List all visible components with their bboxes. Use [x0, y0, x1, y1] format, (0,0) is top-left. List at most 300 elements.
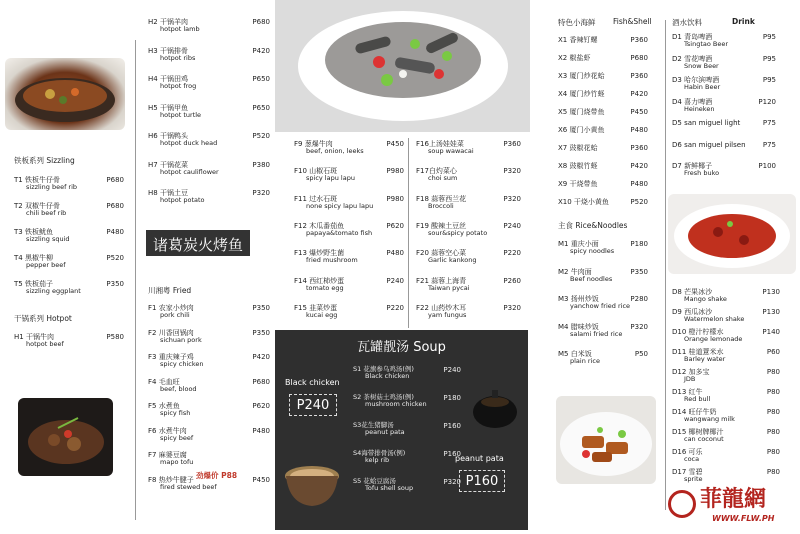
fried-dish-photo — [275, 0, 530, 132]
menu-item-english: hotpot ribs — [160, 53, 196, 62]
menu-item-name: F17白灼菜心 — [416, 167, 457, 176]
menu-item-price: P50 — [634, 350, 648, 358]
menu-item-name: F20 蒜蓉空心菜 — [416, 249, 467, 258]
menu-item-name: H8 干锅土豆 — [148, 189, 188, 197]
menu-item — [416, 140, 474, 156]
menu-item-name: F12 木瓜番茄鱼 — [294, 221, 345, 230]
menu-item-name: F22 山药炒木耳 — [416, 303, 467, 312]
menu-item-english: Broccoli — [428, 201, 454, 210]
watermark-url: WWW.FLW.PH — [712, 514, 775, 523]
menu-item-price: P60 — [766, 348, 780, 356]
menu-item-price: P420 — [252, 46, 270, 55]
soup-item-price: P240 — [443, 366, 461, 374]
menu-item-price: P320 — [630, 322, 648, 331]
menu-item — [294, 249, 358, 265]
menu-item — [558, 108, 604, 116]
menu-item-name: F16上汤娃娃菜 — [416, 140, 464, 148]
menu-item-price: P120 — [758, 97, 776, 106]
menu-item-english: soup wawacai — [428, 147, 474, 156]
soup-item-english: peanut pata — [365, 428, 405, 437]
hotpot-header: 干锅系列 Hotpot — [14, 314, 72, 323]
menu-item-price: P80 — [766, 408, 780, 416]
menu-item-name: X6 厦门小黄鱼 — [558, 126, 605, 134]
menu-item-name: F14 西红柿炒蛋 — [294, 276, 345, 285]
menu-item-price: P350 — [630, 267, 648, 276]
menu-item — [14, 202, 66, 218]
menu-item-name: X7 豉椒花蛤 — [558, 144, 598, 152]
soup-item-name: S3花生猪脚汤 — [353, 421, 394, 429]
menu-item-price: P75 — [762, 140, 776, 149]
watermark-logo: 菲龍網 — [700, 486, 767, 512]
hotpot-dish-photo — [18, 398, 113, 476]
menu-item-english: beef, onion, leeks — [306, 147, 364, 156]
menu-item-name: F3 重庆辣子鸡 — [148, 353, 194, 361]
menu-item-english: Mango shake — [684, 295, 727, 304]
menu-item-english: sprite — [684, 475, 703, 484]
column-divider — [135, 40, 136, 520]
menu-item-price: P680 — [106, 176, 124, 184]
menu-item — [416, 195, 466, 211]
menu-item-name: H7 干锅花菜 — [148, 160, 188, 169]
clay-pot-graphic — [281, 454, 343, 512]
menu-item-english: mapo tofu — [160, 458, 194, 467]
menu-item-english: choi sum — [428, 174, 458, 183]
soup-item-english: Tofu shell soup — [365, 484, 414, 493]
soup-item — [353, 394, 427, 409]
menu-item-name: X3 厦门炒花蛤 — [558, 72, 605, 80]
menu-item — [558, 268, 612, 284]
menu-item-name: T4 黑椒牛柳 — [14, 254, 53, 262]
menu-item — [672, 98, 714, 114]
menu-item-name: D6 san miguel pilsen — [672, 140, 746, 149]
menu-item-price: P620 — [386, 221, 404, 230]
menu-item — [672, 76, 720, 92]
menu-item-name: X4 厦门炒竹蛏 — [558, 90, 605, 98]
menu-item-price: P480 — [106, 228, 124, 236]
menu-item — [672, 141, 746, 149]
menu-item-name: F6 水煮牛肉 — [148, 426, 187, 435]
soup-item-price: P320 — [443, 478, 461, 486]
menu-item-english: hotpot duck head — [160, 139, 218, 148]
menu-item-english: Beef noodles — [570, 274, 613, 283]
menu-item-name: T1 铁板牛仔骨 — [14, 176, 60, 184]
menu-item — [14, 254, 66, 270]
seafood-header-zh: 特色小海鲜 — [558, 18, 596, 27]
menu-item-english: plain rice — [570, 357, 600, 366]
menu-item-english: hotpot lamb — [160, 25, 200, 34]
menu-item-price: P620 — [252, 402, 270, 410]
menu-item-english: spicy beef — [160, 433, 194, 442]
menu-item-name: D13 红牛 — [672, 388, 703, 396]
menu-item-price: P480 — [252, 426, 270, 435]
menu-item-english: none spicy lapu lapu — [306, 201, 374, 210]
menu-item — [558, 350, 600, 366]
menu-item-price: P320 — [503, 167, 521, 176]
menu-item-english: hotpot turtle — [160, 110, 202, 119]
menu-item-price: P140 — [762, 328, 780, 336]
menu-item — [148, 161, 219, 177]
menu-item-english: pepper beef — [26, 261, 66, 270]
menu-item-price: P360 — [630, 36, 648, 44]
menu-item-english: papaya&tomato fish — [306, 228, 373, 237]
menu-item — [558, 54, 590, 62]
menu-item-name: H2 干锅羊肉 — [148, 18, 188, 26]
soup-panel — [275, 330, 528, 530]
menu-item-price: P95 — [762, 33, 776, 41]
menu-item — [672, 33, 728, 49]
noodles-header: 主食 Rice&Noodles — [558, 221, 628, 230]
soup-item-price: P160 — [443, 450, 461, 458]
soup-item — [353, 478, 413, 493]
menu-item-english: pork chili — [160, 311, 190, 320]
menu-item-name: D5 san miguel light — [672, 119, 741, 127]
menu-item — [14, 333, 64, 349]
menu-item-english: spicy chicken — [160, 360, 204, 369]
menu-item — [148, 427, 193, 443]
menu-item-price: P480 — [630, 126, 648, 134]
fried-header: 川湘粤 Fried — [148, 286, 192, 295]
menu-item — [148, 132, 217, 148]
menu-item-price: P220 — [386, 303, 404, 312]
menu-item — [672, 55, 719, 71]
menu-item-price: P450 — [386, 140, 404, 148]
mapo-tofu-promo: 劲爆价 P88 — [196, 471, 238, 480]
menu-item — [294, 222, 372, 238]
menu-item-english: Snow Beer — [684, 61, 719, 70]
menu-item — [416, 249, 476, 265]
menu-item-price: P980 — [386, 194, 404, 203]
menu-item — [672, 328, 742, 344]
soup-item — [353, 422, 405, 437]
menu-item-english: Heineken — [684, 104, 715, 113]
soup-item-name: S1 花旗参乌鸡汤(例) — [353, 365, 414, 373]
menu-item-price: P420 — [630, 162, 648, 170]
menu-item-name: F21 蒜蓉上海青 — [416, 276, 467, 285]
menu-item-name: F13 爆炒野生菌 — [294, 249, 345, 258]
menu-item-english: sour&spicy potato — [428, 228, 488, 237]
menu-item — [672, 368, 710, 384]
menu-item-price: P240 — [386, 276, 404, 285]
soup-item-price: P160 — [443, 422, 461, 430]
menu-item-name: M5 白米饭 — [558, 350, 592, 358]
menu-item-name: M1 重庆小面 — [558, 240, 599, 248]
menu-item-name: D7 新鲜椰子 — [672, 162, 713, 170]
menu-item — [294, 195, 373, 211]
soup-item-name: S2 茶树菇土鸡汤(例) — [353, 393, 414, 401]
menu-item — [558, 90, 604, 98]
menu-item-price: P350 — [106, 280, 124, 288]
menu-item-name: H5 干锅甲鱼 — [148, 103, 188, 112]
menu-item — [148, 75, 196, 91]
menu-item — [558, 72, 604, 80]
menu-item-english: Habin Beer — [684, 83, 721, 92]
seafood-dish-photo — [556, 396, 656, 484]
menu-item — [558, 240, 614, 256]
menu-item-name: M2 牛肉面 — [558, 267, 592, 276]
menu-item-price: P420 — [252, 353, 270, 361]
menu-item-english: Watermelon shake — [684, 315, 745, 324]
menu-item-price: P650 — [252, 75, 270, 83]
menu-item-english: spicy noodles — [570, 247, 615, 256]
menu-item — [148, 402, 190, 418]
menu-item-price: P520 — [106, 254, 124, 262]
menu-item-name: X2 椒盐虾 — [558, 54, 591, 62]
seafood-header-en: Fish&Shell — [613, 17, 652, 26]
menu-item — [672, 308, 744, 324]
seafood-plate-graphic — [556, 396, 656, 484]
menu-item — [672, 388, 710, 404]
menu-item-english: fired stewed beef — [160, 482, 217, 491]
menu-item-price: P180 — [630, 240, 648, 248]
soup-item — [353, 366, 414, 381]
menu-item-english: fried mushroom — [306, 256, 358, 265]
menu-item — [416, 222, 487, 238]
menu-item-english: salami fried rice — [570, 329, 623, 338]
menu-item-english: Tsingtao Beer — [684, 40, 729, 49]
menu-item — [416, 304, 466, 320]
menu-item-name: T5 铁板茄子 — [14, 280, 53, 288]
menu-item-english: hotpot beef — [26, 340, 64, 349]
menu-item-english: hotpot frog — [160, 82, 197, 91]
menu-item-price: P680 — [630, 54, 648, 62]
menu-item-price: P100 — [758, 162, 776, 170]
menu-item-name: D12 加多宝 — [672, 368, 710, 376]
menu-item-price: P520 — [252, 132, 270, 140]
menu-item — [148, 304, 194, 320]
menu-item-name: X1 香辣钉螺 — [558, 36, 598, 44]
menu-item-english: sichuan pork — [160, 335, 202, 344]
black-chicken-price-box: P240 — [289, 394, 337, 416]
menu-item-price: P420 — [630, 90, 648, 98]
menu-item-price: P380 — [252, 160, 270, 169]
menu-item-name: D16 可乐 — [672, 448, 703, 456]
sizzling-dish-photo — [5, 58, 125, 130]
menu-item — [672, 408, 735, 424]
menu-item-name: M3 扬州炒饭 — [558, 295, 599, 303]
menu-item-price: P130 — [762, 288, 780, 296]
menu-item-english: spicy lapu lapu — [306, 174, 355, 183]
black-pot-graphic — [465, 384, 525, 432]
menu-item — [14, 280, 81, 296]
menu-item — [672, 348, 725, 364]
menu-item-english: chili beef rib — [26, 209, 67, 218]
menu-item — [672, 448, 703, 464]
menu-item — [148, 189, 205, 205]
menu-item-english: wangwang milk — [684, 415, 735, 424]
menu-item-name: D14 旺仔牛奶 — [672, 408, 717, 416]
menu-item-name: D15 椰树牌椰汁 — [672, 428, 724, 436]
menu-item-name: F15 韭菜炒蛋 — [294, 303, 338, 312]
menu-item-name: F5 水煮鱼 — [148, 402, 180, 410]
menu-item — [148, 329, 202, 345]
sizzling-header: 铁板系列 Sizzling — [14, 156, 75, 165]
menu-item-price: P80 — [766, 368, 780, 376]
menu-item-english: Barley water — [684, 355, 726, 364]
soup-title: 瓦罐靓汤 Soup — [357, 340, 446, 355]
menu-item-english: Red bull — [684, 395, 711, 404]
menu-item-price: P260 — [503, 276, 521, 285]
menu-item-price: P350 — [252, 304, 270, 312]
menu-item-english: JDB — [684, 375, 696, 384]
menu-item-name: F9 葱爆牛肉 — [294, 140, 333, 148]
soup-item-english: Black chicken — [365, 372, 410, 381]
menu-item-price: P80 — [766, 448, 780, 456]
menu-item — [148, 353, 204, 369]
menu-item — [672, 468, 703, 484]
menu-item-name: H3 干锅排骨 — [148, 46, 188, 55]
watermark-emblem-icon — [668, 490, 696, 518]
drinks-header-zh: 酒水饮料 — [672, 18, 702, 27]
menu-item — [558, 180, 597, 188]
menu-item-english: kucai egg — [306, 310, 338, 319]
menu-item-english: coca — [684, 455, 700, 464]
menu-item-price: P680 — [252, 377, 270, 386]
menu-item-price: P320 — [503, 303, 521, 312]
menu-item-name: F4 毛血旺 — [148, 377, 180, 386]
menu-item-name: D4 喜力啤酒 — [672, 97, 713, 106]
menu-item-price: P320 — [503, 194, 521, 203]
menu-item-english: sizzling squid — [26, 235, 70, 244]
menu-item-price: P75 — [762, 119, 776, 127]
soup-pot-photo-left — [281, 454, 343, 512]
menu-item-price: P650 — [252, 103, 270, 112]
menu-item — [672, 288, 727, 304]
menu-item-english: beef, blood — [160, 384, 197, 393]
menu-item-price: P80 — [766, 468, 780, 476]
menu-item-name: D1 青岛啤酒 — [672, 33, 713, 41]
menu-item — [558, 126, 604, 134]
menu-item-english: yanchow fried rice — [570, 302, 631, 311]
menu-item — [672, 119, 740, 127]
menu-item — [416, 167, 457, 183]
black-chicken-label: Black chicken — [285, 378, 340, 387]
menu-item — [14, 176, 77, 192]
menu-item-english: Fresh buko — [684, 169, 720, 178]
menu-item-price: P280 — [630, 295, 648, 303]
soup-pot-photo-right — [465, 384, 525, 432]
peanut-pata-label: peanut pata — [455, 454, 504, 463]
sizzling-plate-graphic — [5, 58, 125, 130]
menu-item-english: Taiwan pycai — [428, 283, 470, 292]
menu-item-price: P320 — [252, 189, 270, 197]
menu-item-price: P360 — [503, 140, 521, 148]
menu-item-price: P240 — [503, 221, 521, 230]
menu-item-english: spicy fish — [160, 409, 191, 418]
menu-item-name: D10 橙汁柠檬水 — [672, 328, 724, 336]
drinks-header-en: Drink — [732, 17, 755, 26]
menu-item — [558, 198, 609, 206]
menu-item-english: hotpot cauliflower — [160, 167, 219, 176]
menu-item — [672, 428, 724, 444]
menu-item-name: F2 川香回锅肉 — [148, 328, 194, 337]
menu-item-name: F7 麻婆豆腐 — [148, 451, 187, 459]
menu-item-english: yam fungus — [428, 310, 467, 319]
menu-item-name: D9 西瓜冰沙 — [672, 308, 713, 316]
menu-item — [416, 277, 470, 293]
menu-item — [558, 36, 597, 44]
menu-item-english: sizzling beef rib — [26, 183, 78, 192]
menu-item — [148, 47, 195, 63]
soup-item-name: S5 花蛤豆腐汤 — [353, 477, 396, 485]
menu-item-name: X8 豉椒竹蛏 — [558, 162, 598, 170]
menu-item-english: Garlic kankong — [428, 256, 477, 265]
menu-item — [148, 451, 193, 467]
menu-item — [558, 144, 597, 152]
menu-item-name: M4 腊味炒饭 — [558, 322, 599, 331]
menu-item-name: X10 干烧小黄鱼 — [558, 198, 609, 206]
menu-item — [558, 162, 597, 170]
menu-item — [148, 378, 197, 394]
soup-item-name: S4海带排骨汤(例) — [353, 449, 406, 457]
menu-item-price: P680 — [252, 18, 270, 26]
menu-item — [294, 277, 344, 293]
soup-item — [353, 450, 405, 465]
menu-item-name: D17 雪碧 — [672, 468, 703, 476]
menu-item-name: D11 桂道薏米水 — [672, 348, 724, 356]
menu-item-price: P450 — [630, 108, 648, 116]
drink-dish-photo — [668, 194, 796, 274]
menu-item-name: F19 酸辣土豆丝 — [416, 221, 467, 230]
menu-item-price: P80 — [766, 388, 780, 396]
menu-item-english: can coconut — [684, 435, 724, 444]
menu-item-price: P360 — [630, 72, 648, 80]
menu-item-price: P480 — [386, 249, 404, 258]
stir-fry-plate-graphic — [275, 0, 530, 132]
menu-item-name: F8 热炒牛腱子 — [148, 475, 194, 484]
menu-item-name: F10 山椒石斑 — [294, 167, 338, 176]
menu-item — [14, 228, 70, 244]
menu-item-name: D2 雪花啤酒 — [672, 54, 713, 63]
menu-item-english: hotpot potato — [160, 196, 205, 205]
menu-item-name: H6 干锅鸭头 — [148, 132, 188, 140]
menu-item-english: tomato egg — [306, 283, 344, 292]
menu-item-name: T2 双椒牛仔骨 — [14, 202, 60, 210]
menu-item-price: P980 — [386, 167, 404, 176]
grill-fish-title: 诸葛炭火烤鱼 — [146, 230, 250, 256]
menu-item-english: sizzling eggplant — [26, 287, 81, 296]
menu-item — [148, 104, 201, 120]
menu-item-english: Orange lemonade — [684, 335, 743, 344]
menu-item-price: P520 — [630, 198, 648, 206]
menu-item-name: H4 干锅田鸡 — [148, 75, 188, 83]
menu-item-name: D8 芒果冰沙 — [672, 288, 713, 296]
menu-item — [672, 162, 719, 178]
menu-item-price: P220 — [503, 249, 521, 258]
menu-item-price: P450 — [252, 475, 270, 484]
menu-item-name: X5 厦门烧带鱼 — [558, 108, 605, 116]
menu-item — [294, 167, 355, 183]
menu-item-price: P130 — [762, 308, 780, 316]
menu-item-name: F11 过水石斑 — [294, 194, 338, 203]
menu-item-price: P95 — [762, 76, 776, 84]
menu-item-name: F18 蒜蓉西兰花 — [416, 194, 467, 203]
spicy-fish-plate-graphic — [668, 194, 796, 274]
menu-item — [294, 304, 337, 320]
menu-item-name: T3 铁板鱿鱼 — [14, 228, 53, 236]
soup-item-price: P180 — [443, 394, 461, 402]
menu-item-name: H1 干锅牛肉 — [14, 333, 54, 341]
menu-item-name: F1 农家小炒肉 — [148, 304, 194, 312]
menu-item-price: P680 — [106, 202, 124, 210]
menu-item-name: X9 干烧带鱼 — [558, 180, 598, 188]
peanut-pata-price-box: P160 — [459, 470, 505, 492]
menu-item-price: P350 — [252, 328, 270, 337]
menu-item-price: P580 — [106, 333, 124, 341]
menu-item-price: P80 — [766, 428, 780, 436]
menu-item — [294, 140, 364, 156]
menu-item-price: P480 — [630, 180, 648, 188]
column-divider — [408, 138, 409, 328]
